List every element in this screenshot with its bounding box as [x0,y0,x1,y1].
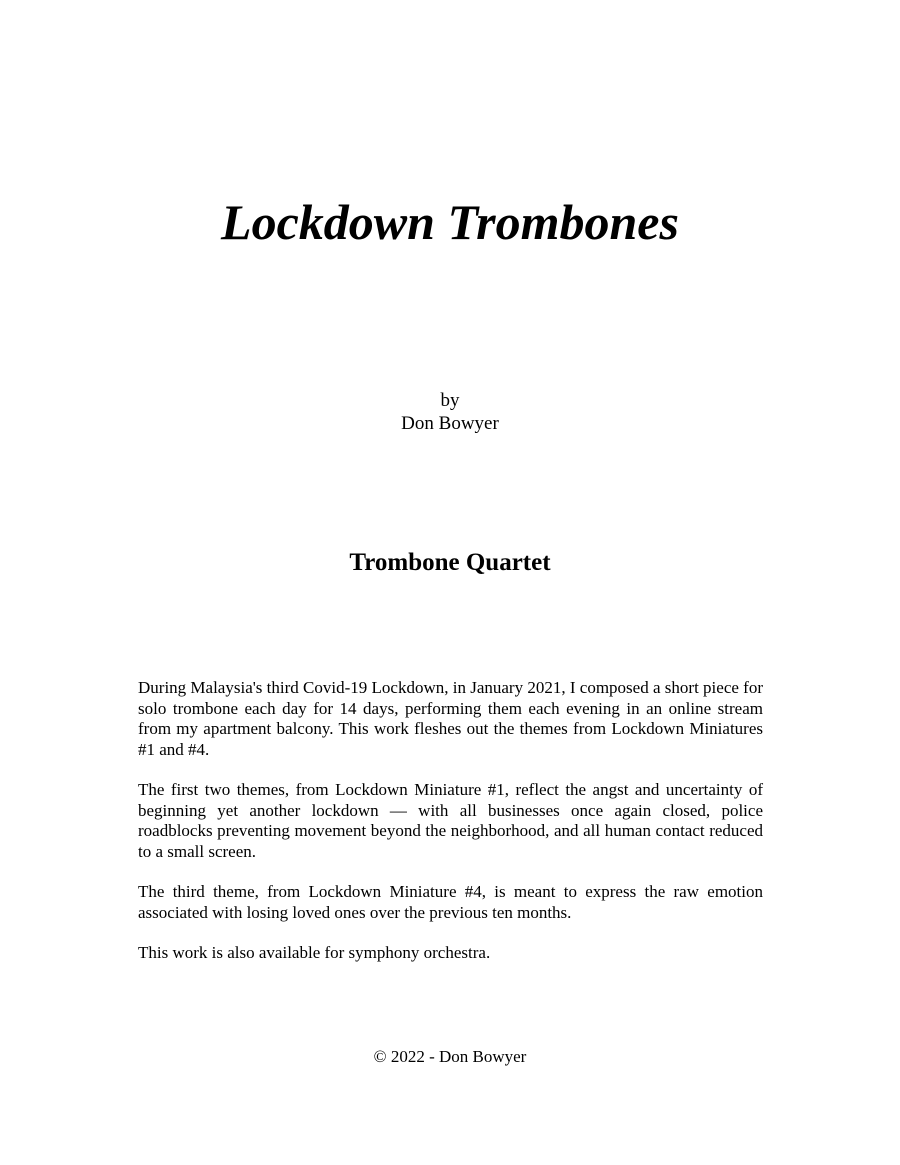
author-name: Don Bowyer [401,413,499,434]
author-block [0,389,900,435]
description-paragraph: The first two themes, from Lockdown Miniature #1, reflect the angst and uncertainty of beginning yet another lockdown — with all businesses once again closed, police roadblocks preventing movement beyond the neighborhood, and all human contact reduced to a small screen. [138,780,763,861]
by-label: by [440,390,460,411]
description-paragraph: During Malaysia's third Covid-19 Lockdown, in January 2021, I composed a short piece for solo trombone each day for 14 days, performing them each evening in an online stream from my apartment balcony. This work fleshes out the themes from Lockdown Miniatures #1 and #4. [138,678,763,759]
description-paragraph: This work is also available for symphony orchestra. [138,943,491,962]
document-title: Lockdown Trombones [221,194,679,250]
copyright-notice: © 2022 - Don Bowyer [373,1047,527,1066]
document-subtitle: Trombone Quartet [349,549,551,576]
description-body [138,678,763,984]
description-paragraph: The third theme, from Lockdown Miniature #4, is meant to express the raw emotion associated with losing loved ones over the previous ten months. [138,882,763,922]
